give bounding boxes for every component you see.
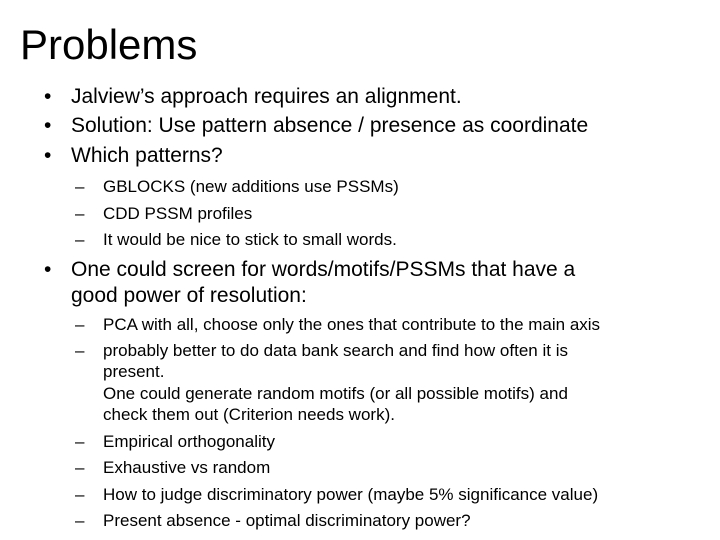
bullet-text: One could screen for words/motifs/PSSMs that have a — [71, 258, 576, 281]
sub-item-continuation: One could generate random motifs (or all possible motifs) and — [103, 384, 568, 403]
dash-marker: – — [75, 204, 85, 223]
sub-item-text: probably better to do data bank search and find how often it is — [103, 341, 568, 360]
bullet-text: Jalview’s approach requires an alignment. — [71, 85, 462, 108]
sub-item-continuation: check them out (Criterion needs work). — [103, 405, 395, 424]
dash-marker: – — [75, 485, 85, 504]
sub-item-text: How to judge discriminatory power (maybe 5% significance value) — [103, 485, 599, 504]
bullet-text: Which patterns? — [71, 144, 223, 167]
dash-marker: – — [75, 177, 85, 196]
sub-item-continuation: present. — [103, 362, 165, 381]
bullet-marker: • — [44, 114, 52, 137]
bullet-marker: • — [44, 144, 52, 167]
dash-marker: – — [75, 315, 85, 334]
slide-title: Problems — [20, 21, 198, 68]
sub-item-text: It would be nice to stick to small words. — [103, 230, 397, 249]
sub-item-text: GBLOCKS (new additions use PSSMs) — [103, 177, 399, 196]
sub-item-text: CDD PSSM profiles — [103, 204, 253, 223]
bullet-marker: • — [44, 258, 52, 281]
sub-item-text: Empirical orthogonality — [103, 432, 275, 451]
dash-marker: – — [75, 230, 85, 249]
bullet-text: Solution: Use pattern absence / presence as coordinate — [71, 114, 589, 137]
dash-marker: – — [75, 341, 85, 360]
sub-item-text: Exhaustive vs random — [103, 458, 271, 477]
bullet-text: good power of resolution: — [71, 284, 307, 307]
sub-item-text: PCA with all, choose only the ones that contribute to the main axis — [103, 315, 601, 334]
dash-marker: – — [75, 458, 85, 477]
bullet-marker: • — [44, 85, 52, 108]
dash-marker: – — [75, 432, 85, 451]
sub-item-text: Present absence - optimal discriminatory power? — [103, 511, 471, 530]
dash-marker: – — [75, 511, 85, 530]
